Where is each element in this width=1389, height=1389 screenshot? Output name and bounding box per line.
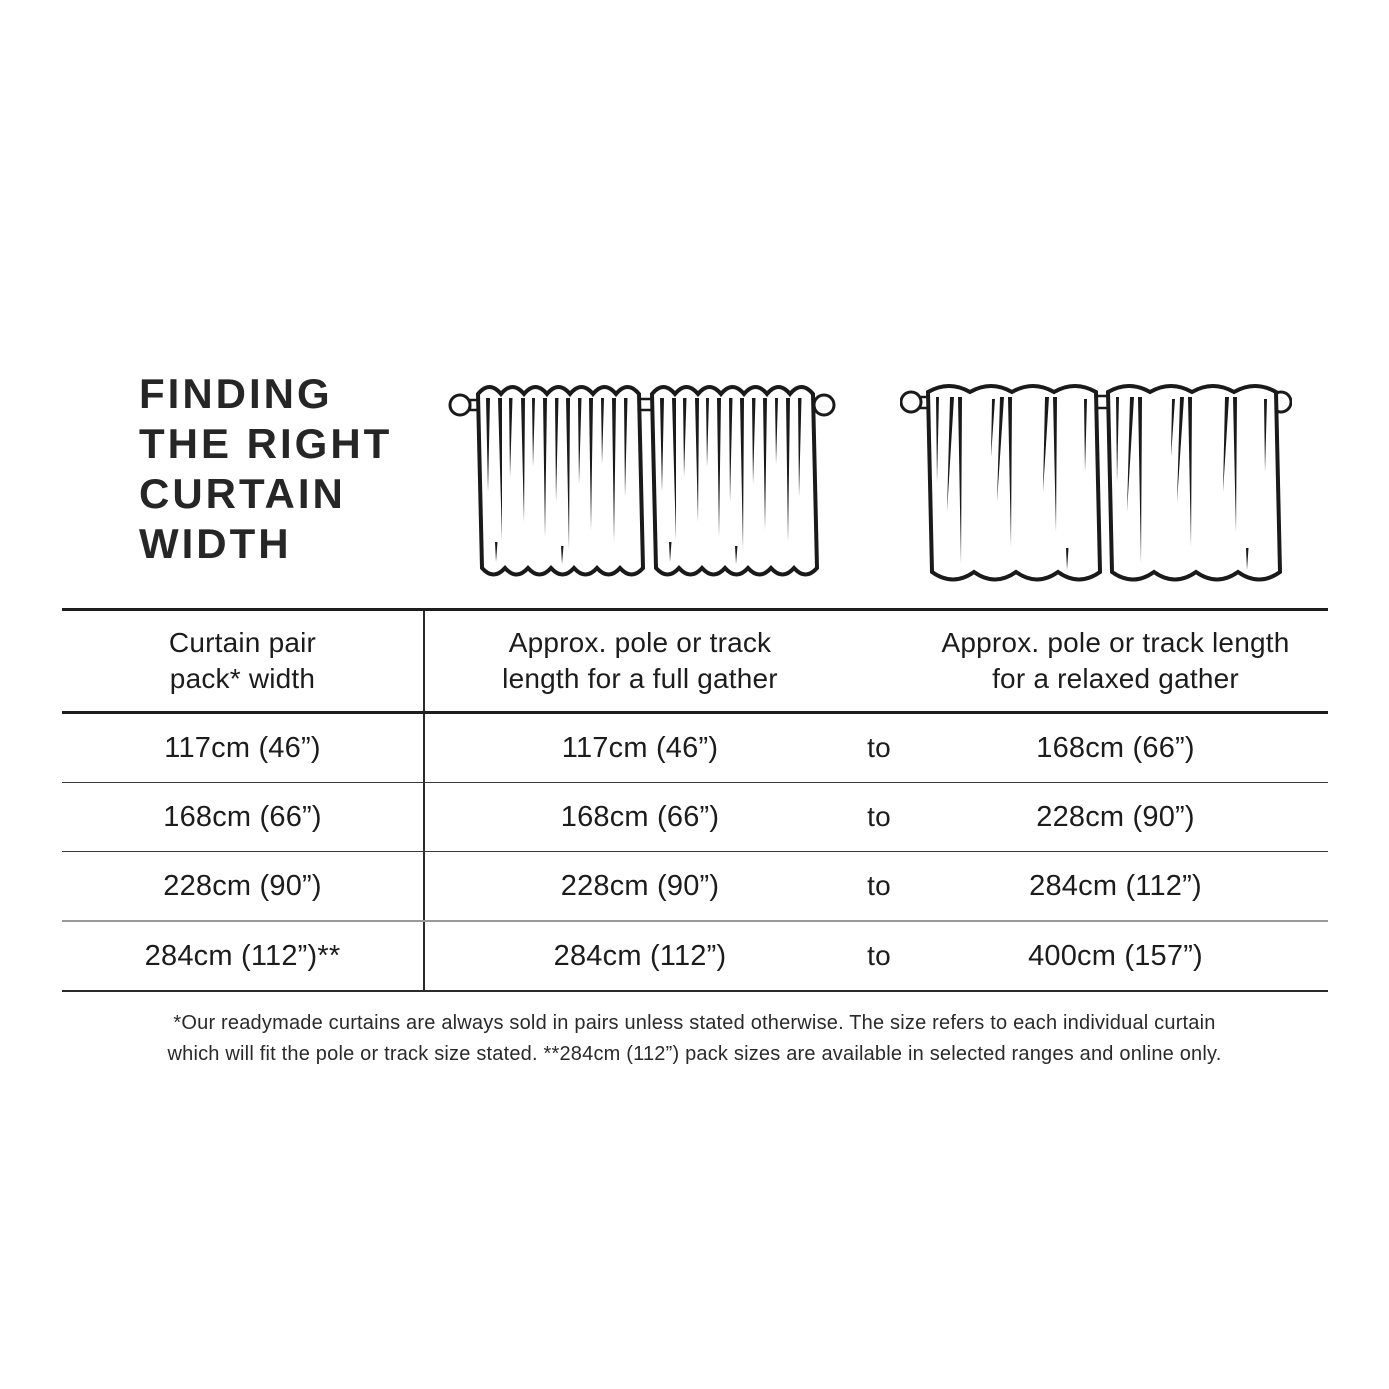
curtain-relaxed-gather-icon [900,372,1292,584]
header-line: pack* width [169,663,316,694]
header-full-gather [425,611,855,711]
header-spacer [855,611,903,711]
cell-relaxed-gather: 400cm (157”) [1028,939,1203,972]
header-line: for a relaxed gather [992,663,1239,694]
title-line: CURTAIN [139,470,346,517]
cell-full-gather: 284cm (112”) [553,939,727,972]
cell-full-gather: 168cm (66”) [560,800,720,833]
cell-pack-width: 168cm (66”) [62,783,425,851]
page-title [139,369,392,569]
cell-to: to [867,870,891,901]
header-line: length for a full gather [502,663,778,694]
header-relaxed-gather [903,611,1328,711]
title-line: FINDING [139,370,333,417]
cell-relaxed-gather: 228cm (90”) [1036,800,1195,833]
cell-relaxed-gather: 284cm (112”) [1029,869,1202,902]
footnote [0,1008,1389,1070]
header-line: Approx. pole or track length [941,627,1290,658]
table-row [62,851,1328,920]
header-pack-width [62,611,425,711]
header-line: Curtain pair [168,627,317,658]
cell-to: to [867,801,891,832]
cell-pack-width: 117cm (46”) [62,714,425,782]
cell-pack-width: 284cm (112”)** [62,922,425,990]
size-guide-table [62,608,1328,992]
table-row [62,714,1328,782]
cell-to: to [867,732,891,763]
footnote-line: which will fit the pole or track size stated. **284cm (112”) pack sizes are available in selected ranges and online only. [167,1043,1222,1065]
header-line: Approx. pole or track [508,627,772,658]
cell-pack-width: 228cm (90”) [62,852,425,920]
cell-to: to [867,940,891,971]
cell-full-gather: 228cm (90”) [560,869,720,902]
footnote-line: *Our readymade curtains are always sold in pairs unless stated otherwise. The size refers to each individual curtain [173,1012,1216,1034]
cell-full-gather: 117cm (46”) [561,731,719,764]
curtain-full-gather-icon [448,372,836,584]
table-row [62,920,1328,990]
table-header-row [62,611,1328,714]
cell-relaxed-gather: 168cm (66”) [1036,731,1195,764]
title-line: THE RIGHT [139,420,393,467]
title-line: WIDTH [139,520,292,567]
table-row [62,782,1328,851]
